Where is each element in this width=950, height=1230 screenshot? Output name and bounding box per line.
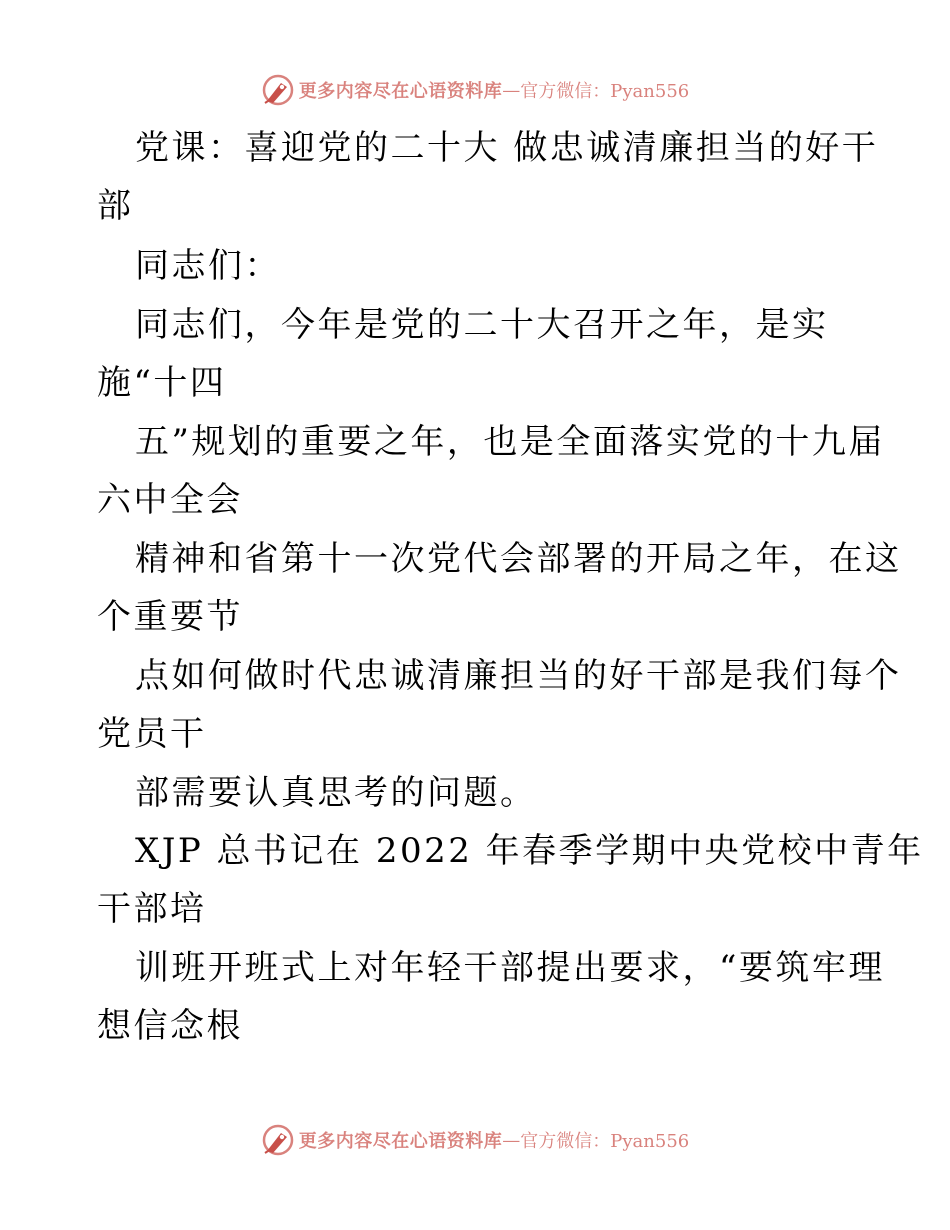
paragraph-line: 干部培 (97, 889, 207, 929)
paragraph-line: 训班开班式上对年轻干部提出要求，“要筑牢理 (135, 948, 885, 988)
title-line-2: 部 (97, 186, 134, 226)
footer-wechat-text: 官方微信：Pyan556 (520, 1131, 690, 1152)
footer-banner (0, 1120, 950, 1160)
paragraph-line: 部需要认真思考的问题。 (135, 773, 537, 813)
paragraph-line: 点如何做时代忠诚清廉担当的好干部是我们每个 (135, 656, 902, 696)
header-brand-text: 更多内容尽在心语资料库 (298, 81, 503, 102)
paragraph-line: 党员干 (97, 714, 207, 754)
footer-brand-text: 更多内容尽在心语资料库 (298, 1131, 503, 1152)
paragraph-line: 个重要节 (97, 597, 243, 637)
footer-dash: — (502, 1129, 521, 1151)
title-line-1: 党课：喜迎党的二十大 做忠诚清廉担当的好干 (135, 128, 879, 168)
pen-nib-logo-icon (261, 1123, 295, 1157)
paragraph-line: 五”规划的重要之年，也是全面落实党的十九届 (135, 422, 885, 462)
header-dash: — (502, 79, 521, 101)
paragraph-line: 施“十四 (97, 363, 227, 403)
paragraph-line: 想信念根 (97, 1006, 243, 1046)
header-wechat-text: 官方微信：Pyan556 (520, 81, 690, 102)
paragraph-line: 同志们，今年是党的二十大召开之年，是实 (135, 305, 829, 345)
paragraph-line: XJP 总书记在 2022 年春季学期中央党校中青年 (135, 831, 924, 871)
paragraph-line: 六中全会 (97, 480, 243, 520)
header-banner (0, 70, 950, 110)
pen-nib-logo-icon (261, 73, 295, 107)
paragraph-line: 精神和省第十一次党代会部署的开局之年，在这 (135, 539, 902, 579)
salutation-line: 同志们： (135, 246, 281, 286)
